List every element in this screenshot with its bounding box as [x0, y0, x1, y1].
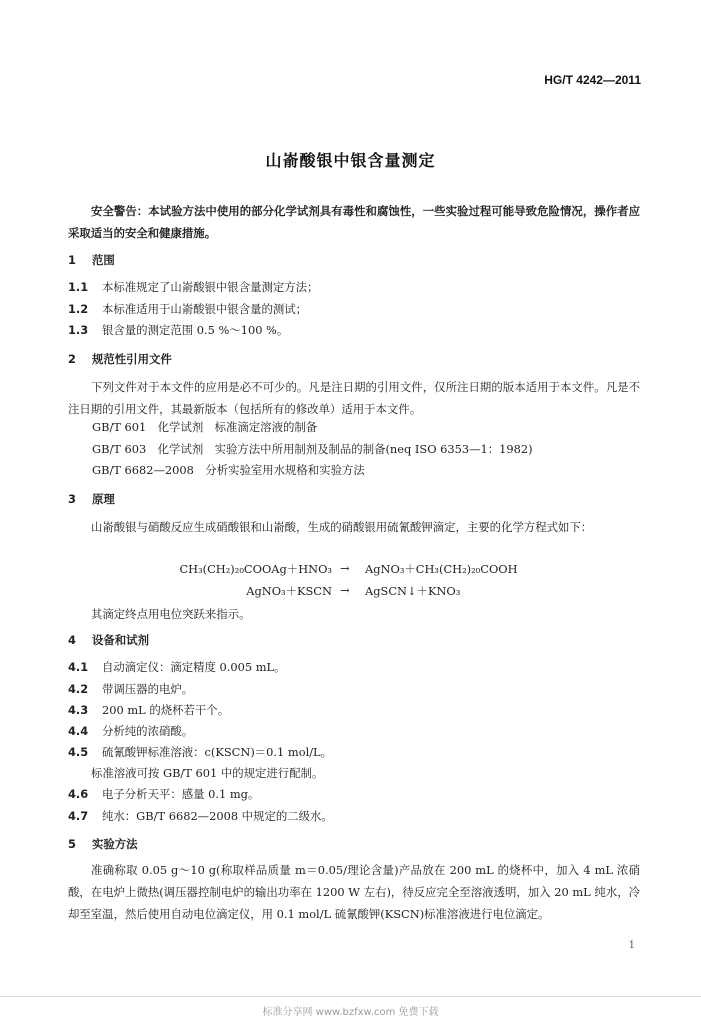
equation-right: AgNO₃＋CH₃(CH₂)₂₀COOH: [365, 562, 518, 576]
principle-text: 山嵛酸银与硝酸反应生成硝酸银和山嵛酸，生成的硝酸银用硫氰酸钾滴定，主要的化学方程式如下：: [91, 520, 593, 534]
item-number: 4.3: [68, 703, 89, 717]
item-text: 本标准适用于山嵛酸银中银含量的测试；: [102, 302, 308, 316]
item-number: 4.4: [68, 724, 89, 738]
section-number: 4: [68, 633, 76, 647]
section-number: 3: [68, 492, 76, 506]
item-number: 4.1: [68, 660, 89, 674]
arrow-icon: →: [340, 561, 350, 575]
item-text: 本标准规定了山嵛酸银中银含量测定方法；: [102, 280, 319, 294]
item-number: 1.3: [68, 323, 89, 337]
item-number: 4.7: [68, 809, 89, 823]
section-title: 实验方法: [92, 837, 138, 851]
list-item: [68, 279, 318, 295]
item-text: 纯水：GB/T 6682—2008 中规定的二级水。: [102, 809, 333, 823]
section-title: 规范性引用文件: [92, 352, 172, 366]
references-intro: 下列文件对于本文件的应用是必不可少的。凡是注日期的引用文件，仅所注日期的版本适用于本文件。凡是不注日期的引用文件，其最新版本（包括所有的修改单）适用于本文件。: [68, 380, 640, 416]
watermark-footer: 标准分享网 www.bzfxw.com 免费下载: [262, 1007, 439, 1018]
item-text: 硫氰酸钾标准溶液：c(KSCN)＝0.1 mol/L。: [102, 745, 332, 759]
standard-number: HG/T 4242—2011: [544, 73, 641, 87]
reference-item: GB/T 603 化学试剂 实验方法中所用制剂及制品的制备(neq ISO 6353—1：1982): [92, 442, 533, 456]
section-title: 范围: [92, 253, 115, 267]
footer-divider: [0, 996, 701, 997]
reference-item: GB/T 6682—2008 分析实验室用水规格和实验方法: [92, 463, 365, 477]
item-note: 标准溶液可按 GB/T 601 中的规定进行配制。: [91, 766, 324, 780]
section-heading-equipment: [68, 632, 149, 648]
item-text: 电子分析天平：感量 0.1 mg。: [102, 787, 260, 801]
section-heading-scope: [68, 252, 115, 268]
item-number: 1.2: [68, 302, 89, 316]
section-heading-references: [68, 351, 172, 367]
safety-label: 安全警告：: [91, 204, 149, 218]
item-text: 自动滴定仪：滴定精度 0.005 mL。: [102, 660, 286, 674]
item-text: 带调压器的电炉。: [102, 682, 194, 696]
item-text: 分析纯的浓硝酸。: [102, 724, 194, 738]
item-text: 银含量的测定范围 0.5 %～100 %。: [102, 323, 289, 337]
item-number: 1.1: [68, 280, 89, 294]
section-heading-principle: [68, 491, 115, 507]
list-item: [68, 808, 333, 824]
equation-left: AgNO₃＋KSCN: [246, 584, 332, 598]
list-item: [68, 744, 332, 760]
section-number: 5: [68, 837, 76, 851]
arrow-icon: →: [340, 583, 350, 597]
safety-warning: [68, 200, 640, 244]
reference-item: GB/T 601 化学试剂 标准滴定溶液的制备: [92, 420, 318, 434]
section-title: 设备和试剂: [92, 633, 149, 647]
list-item: [68, 702, 229, 718]
list-item: [68, 301, 307, 317]
item-number: 4.6: [68, 787, 89, 801]
equation-right: AgSCN↓＋KNO₃: [365, 584, 461, 598]
list-item: [68, 322, 288, 338]
section-number: 1: [68, 253, 76, 267]
list-item: [68, 723, 193, 739]
list-item: [68, 659, 286, 675]
section-heading-method: [68, 836, 138, 852]
item-text: 200 mL 的烧杯若干个。: [102, 703, 230, 717]
safety-text: 本试验方法中使用的部分化学试剂具有毒性和腐蚀性，一些实验过程可能导致危险情况，操作者应采取适当的安全和健康措施。: [68, 204, 640, 240]
item-number: 4.2: [68, 682, 89, 696]
document-title: 山嵛酸银中银含量测定: [265, 151, 436, 170]
list-item: [68, 786, 259, 802]
method-text: 准确称取 0.05 g～10 g(称取样品质量 m＝0.05/理论含量)产品放在 200 mL 的烧杯中，加入 4 mL 浓硝酸，在电炉上微热(调压器控制电炉的输出功率在 1200 W 左右)，待反应完全至溶液透明，加入 20 mL 纯水，冷却至室温，然后使用自动电位滴定仪，用 0.1 mol/L 硫氰酸钾(KSCN)标准溶液进行电位滴定。: [68, 863, 640, 921]
page-number: 1: [628, 940, 635, 951]
section-title: 原理: [92, 492, 115, 506]
equation-left: CH₃(CH₂)₂₀COOAg＋HNO₃: [179, 562, 332, 576]
section-number: 2: [68, 352, 76, 366]
item-number: 4.5: [68, 745, 89, 759]
list-item: [68, 681, 193, 697]
endpoint-text: 其滴定终点用电位突跃来指示。: [91, 607, 251, 621]
